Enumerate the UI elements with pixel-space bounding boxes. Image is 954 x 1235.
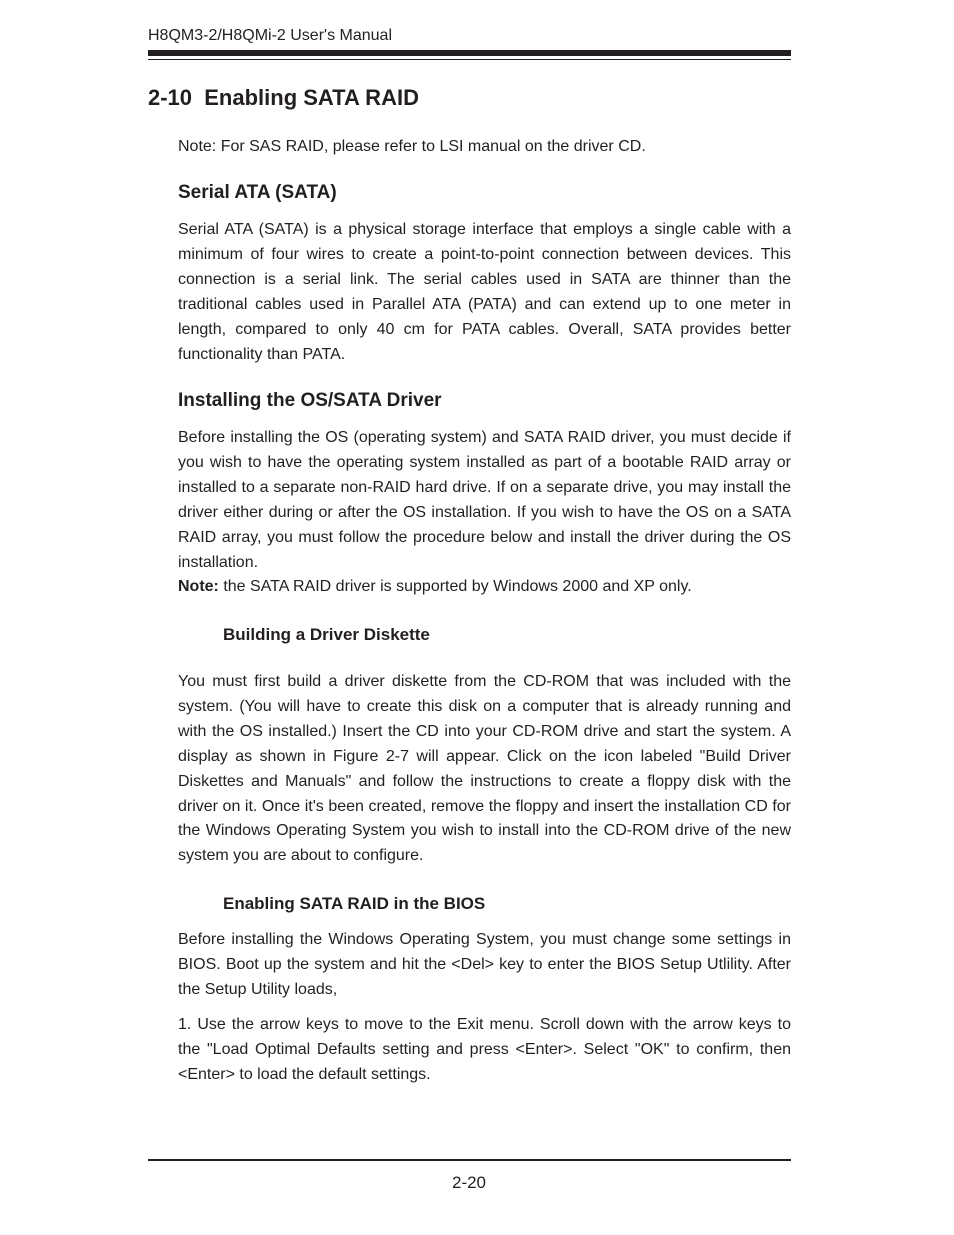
- footer-rule: [148, 1159, 791, 1161]
- header-rule-thin: [148, 59, 791, 60]
- bios-raid-heading: Enabling SATA RAID in the BIOS: [223, 894, 486, 913]
- note-label: Note:: [178, 578, 219, 595]
- installing-driver-paragraph: Before installing the OS (operating system) and SATA RAID driver, you must decide if you wish to have the operating system installed as part of a bootable RAID array or installed to a separate non-RAID hard drive. If on a separate drive, you may install the driver either during or after the OS installation. If you wish to have the OS on a SATA RAID array, you must follow the procedure below and install the driver during the OS installation.: [178, 429, 791, 571]
- bios-raid-paragraph: Before installing the Windows Operating System, you must change some settings in BIOS. Boot up the system and hit the <Del> key to enter the BIOS Setup Utlility. After the Setup Utility loads,: [178, 931, 791, 998]
- serial-ata-heading: Serial ATA (SATA): [178, 182, 337, 203]
- bios-step-1: 1. Use the arrow keys to move to the Exit menu. Scroll down with the arrow keys to the "Load Optimal Defaults setting and press <Enter>. Select "OK" to confirm, then <Enter> to load the default settings.: [178, 1016, 791, 1083]
- installing-driver-heading: Installing the OS/SATA Driver: [178, 390, 442, 411]
- running-header: H8QM3-2/H8QMi-2 User's Manual: [148, 27, 393, 44]
- building-diskette-heading: Building a Driver Diskette: [223, 625, 430, 644]
- sas-raid-note: Note: For SAS RAID, please refer to LSI manual on the driver CD.: [178, 138, 646, 155]
- header-rule-thick: [148, 50, 791, 56]
- note-text: the SATA RAID driver is supported by Windows 2000 and XP only.: [218, 578, 692, 595]
- section-title: 2-10 Enabling SATA RAID: [148, 85, 419, 110]
- page-number: 2-20: [451, 1173, 487, 1192]
- serial-ata-paragraph: Serial ATA (SATA) is a physical storage interface that employs a single cable with a minimum of four wires to create a point-to-point connection between devices. This connection is a serial link. The serial cables used in SATA are thinner than the traditional cables used in Parallel ATA (PATA) and can extend up to one meter in length, compared to only 40 cm for PATA cables. Overall, SATA provides better functionality than PATA.: [178, 221, 791, 363]
- windows-support-note: [178, 575, 791, 600]
- building-diskette-paragraph: You must first build a driver diskette from the CD-ROM that was included with the system. (You will have to create this disk on a computer that is already running and with the OS installed.) Insert the CD into your CD-ROM drive and start the system. A display as shown in Figure 2-7 will appear. Click on the icon labeled "Build Driver Diskettes and Manuals" and follow the instructions to create a floppy disk with the driver on it. Once it's been created, remove the floppy and insert the installation CD for the Windows Operating System you wish to install into the CD-ROM drive of the new system you are about to configure.: [178, 673, 791, 865]
